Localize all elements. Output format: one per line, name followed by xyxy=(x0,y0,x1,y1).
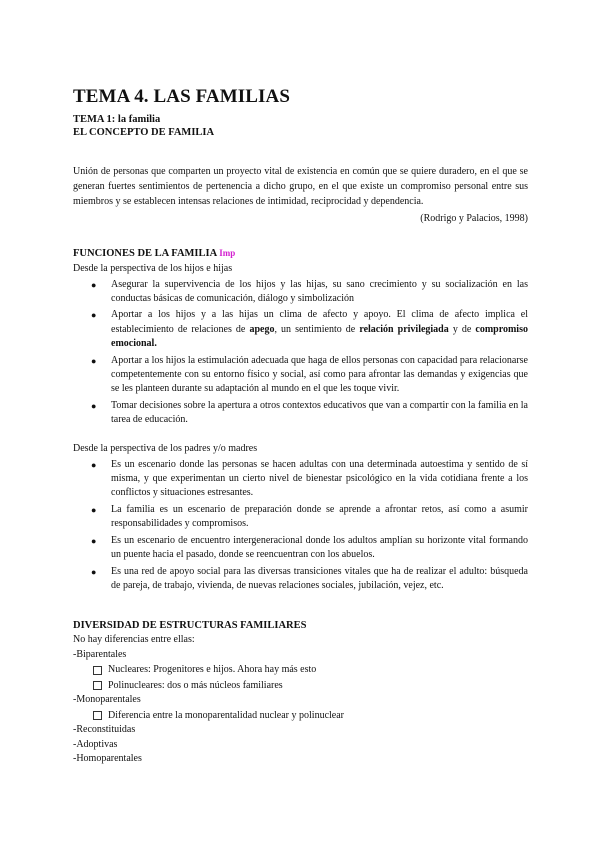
parents-perspective-intro: Desde la perspectiva de los padres y/o madres xyxy=(73,442,258,454)
bold-compromiso-emocional: compromiso emocional. xyxy=(111,323,528,350)
list-item-text-mid: , un sentimiento de xyxy=(274,323,360,335)
children-perspective-intro: Desde la perspectiva de los hijos e hijas xyxy=(73,262,233,274)
bold-relacion-privilegiada: relación privilegiada xyxy=(359,323,449,335)
checkbox-icon xyxy=(93,711,102,720)
checklist-item xyxy=(93,678,528,694)
list-item xyxy=(91,458,528,501)
list-item-text: Asegurar la supervivencia de los hijos y las hijas, su sano crecimiento y su socialización en las conductas básicas de comunicación, diálogo y simbolización xyxy=(111,278,528,305)
bold-apego: apego xyxy=(249,323,275,335)
list-item xyxy=(91,354,528,397)
importance-tag: Imp xyxy=(219,247,236,258)
monoparentales-label: -Monoparentales xyxy=(73,694,141,706)
definition-paragraph: Unión de personas que comparten un proyecto vital de existencia en común que se quiere duradero, en el que se generan fuertes sentimientos de pertenencia a dicho grupo, en el que existe un compromiso personal entre sus miembros y se establecen intensas relaciones de intimidad, reciprocidad y dependencia. xyxy=(73,166,528,208)
document-title: TEMA 4. LAS FAMILIAS xyxy=(73,86,291,107)
diversity-heading: DIVERSIDAD DE ESTRUCTURAS FAMILIARES xyxy=(73,620,307,632)
bullet-icon: ● xyxy=(91,566,97,577)
functions-heading xyxy=(73,246,528,261)
list-item-text: Aportar a los hijos la estimulación adecuada que haga de ellos personas con capacidad para relacionarse competentemente con su entorno físico y social, así como para afrontar las demandas y exigencias que se les planteen durante su adaptación al mundo en el que les toque vivir. xyxy=(111,354,528,395)
checklist-item xyxy=(93,662,528,678)
list-item-text-post: y de xyxy=(448,323,476,335)
bullet-icon: ● xyxy=(91,400,97,411)
biparentales-label: -Biparentales xyxy=(73,648,127,660)
homoparentales-label: -Homoparentales xyxy=(73,753,142,765)
list-item xyxy=(91,534,528,563)
bullet-icon: ● xyxy=(91,535,97,546)
list-item xyxy=(91,565,528,594)
reconstituidas-label: -Reconstituidas xyxy=(73,724,136,736)
bullet-icon: ● xyxy=(91,355,97,366)
list-item xyxy=(91,503,528,532)
functions-heading-text: FUNCIONES DE LA FAMILIA xyxy=(73,247,217,259)
list-item xyxy=(91,399,528,428)
diversity-intro: No hay diferencias entre ellas: xyxy=(73,634,195,646)
list-item xyxy=(91,278,528,307)
checkbox-icon xyxy=(93,666,102,675)
spacer xyxy=(73,430,528,441)
subtitle-concepto: EL CONCEPTO DE FAMILIA xyxy=(73,127,215,138)
list-item-text: Es una red de apoyo social para las diversas transiciones vitales que ha de realizar el adulto: búsqueda de pareja, de trabajo, vivienda, de nuevas relaciones sociales, jubilación, vejez, etc. xyxy=(111,565,528,591)
list-item-text-pre: Aportar a los hijos y a las hijas un clima de afecto y apoyo. El clima de afecto implica el establecimiento de relaciones de xyxy=(111,309,528,335)
list-item-text: Tomar decisiones sobre la apertura a otros contextos educativos que van a compartir con la familia en la tarea de educación. xyxy=(111,399,528,426)
list-item-text: La familia es un escenario de preparación donde se aprende a afrontar retos, así como a asumir responsabilidades y compromisos. xyxy=(111,503,528,530)
bullet-icon: ● xyxy=(91,459,97,470)
subtitle-tema: TEMA 1: la familia xyxy=(73,114,161,125)
checklist-item xyxy=(93,708,528,724)
checkbox-icon xyxy=(93,681,102,690)
children-functions-list xyxy=(73,278,528,428)
parents-functions-list xyxy=(73,458,528,594)
adoptivas-label: -Adoptivas xyxy=(73,738,118,750)
checklist-item-text: Polinucleares: dos o más núcleos familiares xyxy=(108,679,283,691)
list-item xyxy=(91,308,528,351)
list-item-text: Es un escenario donde las personas se hacen adultas con una determinada autoestima y sentido de sí misma, y que experimentan un cierto nivel de bienestar psicológico en la vida cotidiana frente a los conflictos y situaciones estresantes. xyxy=(111,458,528,499)
checklist-item-text: Nucleares: Progenitores e hijos. Ahora hay más esto xyxy=(108,664,317,676)
checklist-item-text: Diferencia entre la monoparentalidad nuclear y polinuclear xyxy=(108,709,344,721)
citation: (Rodrigo y Palacios, 1998) xyxy=(420,212,528,224)
list-item-text: Es un escenario de encuentro intergeneracional donde los adultos amplían su horizonte vital formando un puente hacia el pasado, donde se reencuentran con los abuelos. xyxy=(111,534,528,561)
bullet-icon: ● xyxy=(91,310,97,321)
bullet-icon: ● xyxy=(91,504,97,515)
bullet-icon: ● xyxy=(91,279,97,290)
